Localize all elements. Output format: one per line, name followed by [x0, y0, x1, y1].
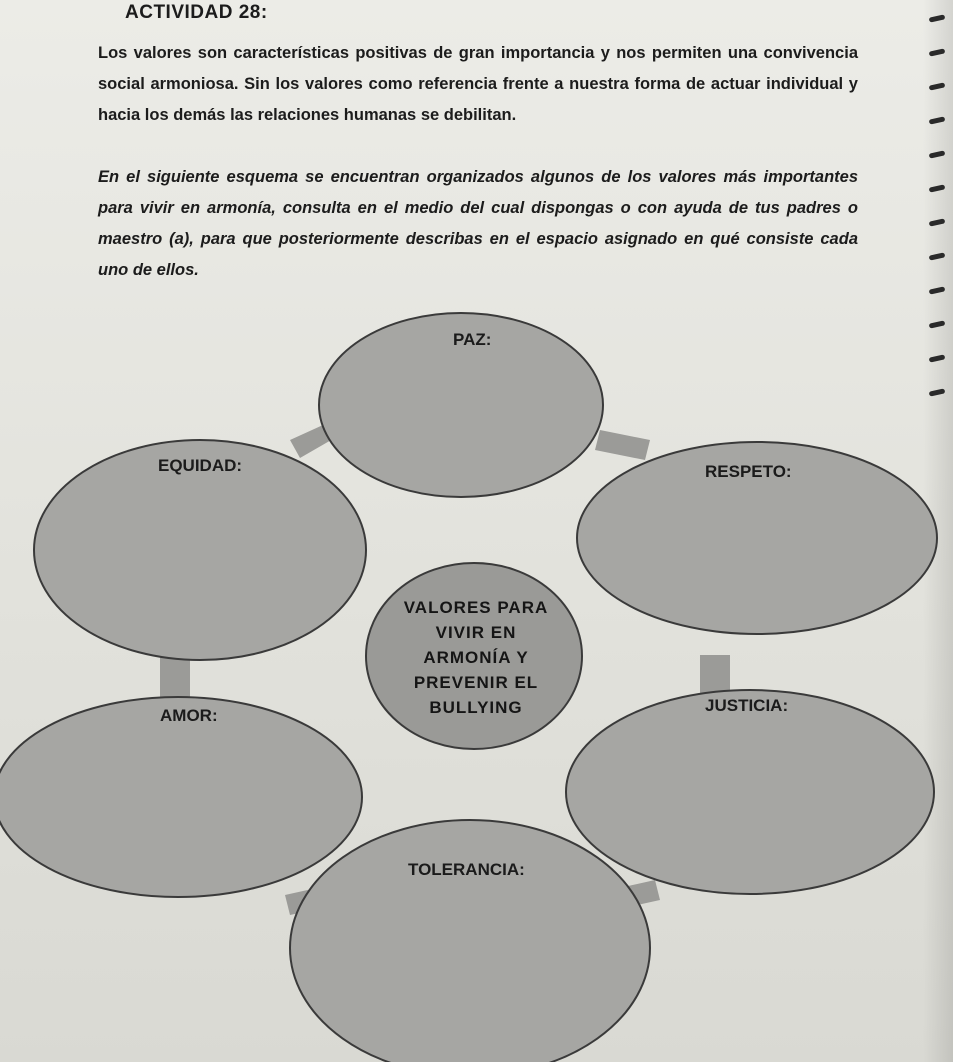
center-title-line: PREVENIR EL: [413, 673, 539, 692]
ellipse-tolerancia: [290, 820, 650, 1062]
label-tolerancia: TOLERANCIA:: [408, 860, 525, 879]
label-paz: PAZ:: [453, 330, 492, 349]
ellipse-amor: [0, 697, 362, 897]
instructions-paragraph: En el siguiente esquema se encuentran organizados algunos de los valores más importantes para vivir en armonía, consulta en el medio del cual dispongas o con ayuda de tus padres o maestro (a), para que posteriormente describas en el espacio asignado en qué consiste cada uno de ellos.: [98, 168, 858, 279]
center-title-line: ARMONÍA Y: [423, 648, 529, 667]
center-title-line: VIVIR EN: [435, 623, 517, 642]
center-title-line: BULLYING: [429, 698, 523, 717]
label-justicia: JUSTICIA:: [705, 696, 789, 715]
center-title: [376, 595, 576, 720]
ellipse-justicia: [566, 690, 934, 894]
intro-paragraph: Los valores son características positivas de gran importancia y nos permiten una convivencia social armoniosa. Sin los valores como referencia frente a nuestra forma de actuar individual y hacia los demás las relaciones humanas se debilitan.: [98, 44, 858, 124]
activity-heading: ACTIVIDAD 28:: [125, 2, 268, 23]
center-title-line: VALORES PARA: [403, 598, 549, 617]
label-amor: AMOR:: [160, 706, 218, 725]
label-equidad: EQUIDAD:: [158, 456, 243, 475]
label-respeto: RESPETO:: [705, 462, 792, 481]
